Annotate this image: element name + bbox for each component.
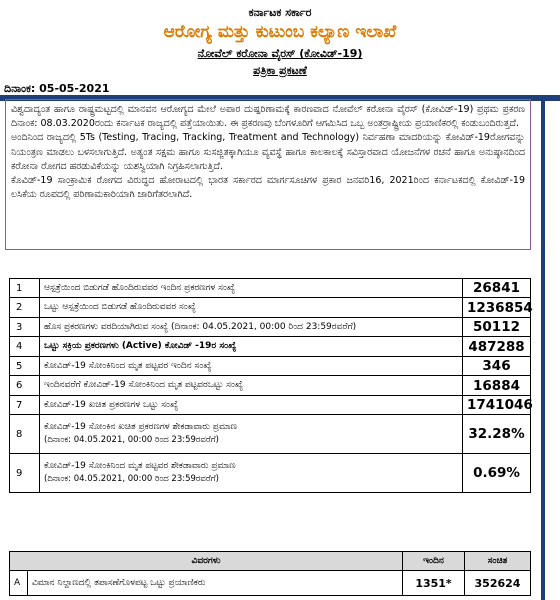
header-cumulative: ಸಂಚಿತ (465, 552, 531, 571)
header-today: ಇಂದಿನ (403, 552, 465, 571)
right-border-bar (541, 95, 545, 600)
table-row (10, 337, 531, 357)
row-label-line-2: (ದಿನಾಂಕ: 04.05.2021, 00:00 ರಿಂದ 23:59ರವರೆಗೆ) (44, 474, 219, 484)
row-value: 487288 (463, 337, 531, 357)
intro-paragraph-2: ಅಂದಿನಿಂದ ರಾಜ್ಯದಲ್ಲಿ 5Ts (Testing, Tracing, Tracking, Treatment and Technology) ನಿರ್ವಹಣಾ ಮಾದರಿಯನ್ನು ಕೋವಿಡ್-19ರೋಗವನ್ನು ನಿಯಂತ್ರಣ ಮಾಡಲು ಬಳಸಲಾಗುತ್ತಿದೆ. ಅತ್ಯಂತ ಸಕ್ಷಮ ಹಾಗೂ ಸುಸಜ್ಜಿತಕ್ಕಾಗಿಯೂ ವ್ಯವಸ್ಥೆ ಹಾಗೂ ಕಾಲಕಾಲಕ್ಕೆ ಸವಿಸ್ತಾರವಾದ ಯೋಜನೆಗಳ ರಚನೆ ಹಾಗೂ ಅನುಷ್ಠಾನದಿಂದ ಕರೋನಾ ರೋಗದ ಹರಡುವಿಕೆಯನ್ನು ಯಶಸ್ವಿಯಾಗಿ ನಿಗ್ರಹಿಸಲಾಗುತ್ತಿದೆ. (11, 132, 525, 172)
header-details: ವಿವರಗಳು (10, 552, 403, 571)
row-number: 1 (10, 279, 40, 298)
row-label-line-1: ಕೋವಿಡ್-19 ಸೋಂಕಿನ ಖಚಿತ ಪ್ರಕರಣಗಳ ಶೇಕಡಾವಾರು ಪ್ರಮಾಣ (44, 422, 238, 432)
intro-paragraph-1: ವಿಶ್ವದಾದ್ಯಂತ ಹಾಗೂ ರಾಷ್ಟ್ರಮಟ್ಟದಲ್ಲಿ ಮಾನವನ ಆರೋಗ್ಯದ ಮೇಲೆ ಅಪಾರ ದುಷ್ಪರಿಣಾಮಕ್ಕೆ ಕಾರಣವಾದ ನೋವೆಲ್ ಕರೋನಾ ವೈರಸ್ (ಕೋವಿಡ್-19) ಪ್ರಥಮ ಪ್ರಕರಣ ದಿನಾಂಕ: 08.03.2020ರಂದು ಕರ್ನಾಟಕ ರಾಜ್ಯದಲ್ಲಿ ಪತ್ತೆಯಾಯಿತು. ಈ ಪ್ರಕರಣವು ಬೆಂಗಳೂರಿಗೆ ಆಗಮಿಸಿದ ಒಬ್ಬ ಅಂತರ್ರಾಷ್ಟ್ರೀಯ ಪ್ರಯಾಣಿಕರಲ್ಲಿ ಕಂಡುಬಂದಿರುತ್ತದೆ. (11, 104, 525, 130)
table-row (10, 318, 531, 337)
row-number: 8 (10, 415, 40, 454)
row-value: 0.69% (463, 454, 531, 493)
row-label: ಇಂದಿನವರೆಗೆ ಕೋವಿಡ್-19 ಸೋಂಕಿನಿಂದ ಮೃತ ಪಟ್ಟವರಒಟ್ಟು ಸಂಖ್ಯೆ (40, 376, 463, 396)
row-number: 4 (10, 337, 40, 357)
intro-paragraph-3: ಕೊವಿಡ್-19 ಸಾಂಕ್ರಾಮಿಕ ರೋಗದ ವಿರುದ್ಧದ ಹೋರಾಟದಲ್ಲಿ ಭಾರತ ಸರ್ಕಾರದ ಮಾರ್ಗಸೂಚಿಗಳ ಪ್ರಕಾರ ಜನವರಿ16, 2021ರಿಂದ ಕರ್ನಾಟಕದಲ್ಲಿ ಕೋವಿಡ್-19 ಲಸಿಕೆಯ ರೂಪದಲ್ಲಿ ಪರಿಣಾಮಕಾರಿಯಾಗಿ ಜಾರಿಗೆತರಲಾಗಿದೆ. (11, 175, 525, 201)
row-value: 346 (463, 357, 531, 376)
row-label: ಆಸ್ಪತ್ರೆಯಿಂದ ಬಿಡುಗಡೆ ಹೊಂದಿರುವವರ ಇಂದಿನ ಪ್ರಕರಣಗಳ ಸಂಖ್ಯೆ (40, 279, 463, 298)
stats-table (9, 278, 531, 493)
row-label: ಕೋವಿಡ್-19 ಖಚಿತ ಪ್ರಕರಣಗಳ ಒಟ್ಟು ಸಂಖ್ಯೆ (40, 396, 463, 415)
row-value: 16884 (463, 376, 531, 396)
row-label: ಹೊಸ ಪ್ರಕರಣಗಳು ವರದಿಯಾಗಿರುವ ಸಂಖ್ಯೆ (ದಿನಾಂಕ: 04.05.2021, 00:00 ರಿಂದ 23:59ರವರೆಗೆ) (40, 318, 463, 337)
row-number: 7 (10, 396, 40, 415)
row-id: A (10, 571, 28, 596)
row-number: 5 (10, 357, 40, 376)
intro-box (5, 99, 531, 250)
row-number: 9 (10, 454, 40, 493)
table-row (10, 279, 531, 298)
row-label: ವಿಮಾನ ನಿಲ್ದಾಣದಲ್ಲಿ ತಪಾಸಣೆಗೊಳಪಟ್ಟ ಒಟ್ಟು ಪ್ರಯಾಣಿಕರು (28, 571, 403, 596)
table-row (10, 298, 531, 318)
row-label: ಕೋವಿಡ್-19 ಸೋಂಕಿನಿಂದ ಮೃತ ಪಟ್ಟವರ ಇಂದಿನ ಸಂಖ್ಯೆ (40, 357, 463, 376)
row-number: 6 (10, 376, 40, 396)
row-number: 3 (10, 318, 40, 337)
table-row (10, 571, 531, 596)
row-label: ಒಟ್ಟು ಸಕ್ರಿಯ ಪ್ರಕರಣಗಳು (Active) ಕೋವಿಡ್ -19ರ ಸಂಖ್ಯೆ (40, 337, 463, 357)
row-number: 2 (10, 298, 40, 318)
release-date: ದಿನಾಂಕ: 05-05-2021 (4, 82, 110, 95)
table-row (10, 396, 531, 415)
row-label-line-2: (ದಿನಾಂಕ: 04.05.2021, 00:00 ರಿಂದ 23:59ರವರೆಗೆ) (44, 435, 219, 445)
row-label: ಒಟ್ಟು ಆಸ್ಪತ್ರೆಯಿಂದ ಬಿಡುಗಡೆ ಹೊಂದಿರುವವರ ಸಂಖ್ಯೆ (40, 298, 463, 318)
row-label-line-1: ಕೋವಿಡ್-19 ಸೋಂಕಿನಿಂದ ಮೃತ ಪಟ್ಟವರ ಶೇಕಡಾವಾರು ಪ್ರಮಾಣ (44, 461, 236, 471)
department-title: ಆರೋಗ್ಯ ಮತ್ತು ಕುಟುಂಬ ಕಲ್ಯಾಣ ಇಲಾಖೆ (163, 22, 397, 42)
subtitle: ನೋವೆಲ್ ಕರೋನಾ ವೈರಸ್ (ಕೋವಿಡ್-19) (197, 47, 363, 60)
row-value: 1741046 (463, 396, 531, 415)
details-table (9, 551, 531, 596)
row-cumulative: 352624 (465, 571, 531, 596)
government-name: ಕರ್ನಾಟಕ ಸರ್ಕಾರ (248, 6, 312, 19)
row-today: 1351* (403, 571, 465, 596)
row-label (40, 454, 463, 493)
row-value: 26841 (463, 279, 531, 298)
table-row (10, 357, 531, 376)
press-release-heading: ಪತ್ರಿಕಾ ಪ್ರಕಟಣೆ (253, 64, 307, 77)
row-value: 1236854 (463, 298, 531, 318)
row-label (40, 415, 463, 454)
table-row (10, 454, 531, 493)
table-row (10, 376, 531, 396)
row-value: 32.28% (463, 415, 531, 454)
table-row (10, 415, 531, 454)
row-value: 50112 (463, 318, 531, 337)
table-header-row (10, 552, 531, 571)
